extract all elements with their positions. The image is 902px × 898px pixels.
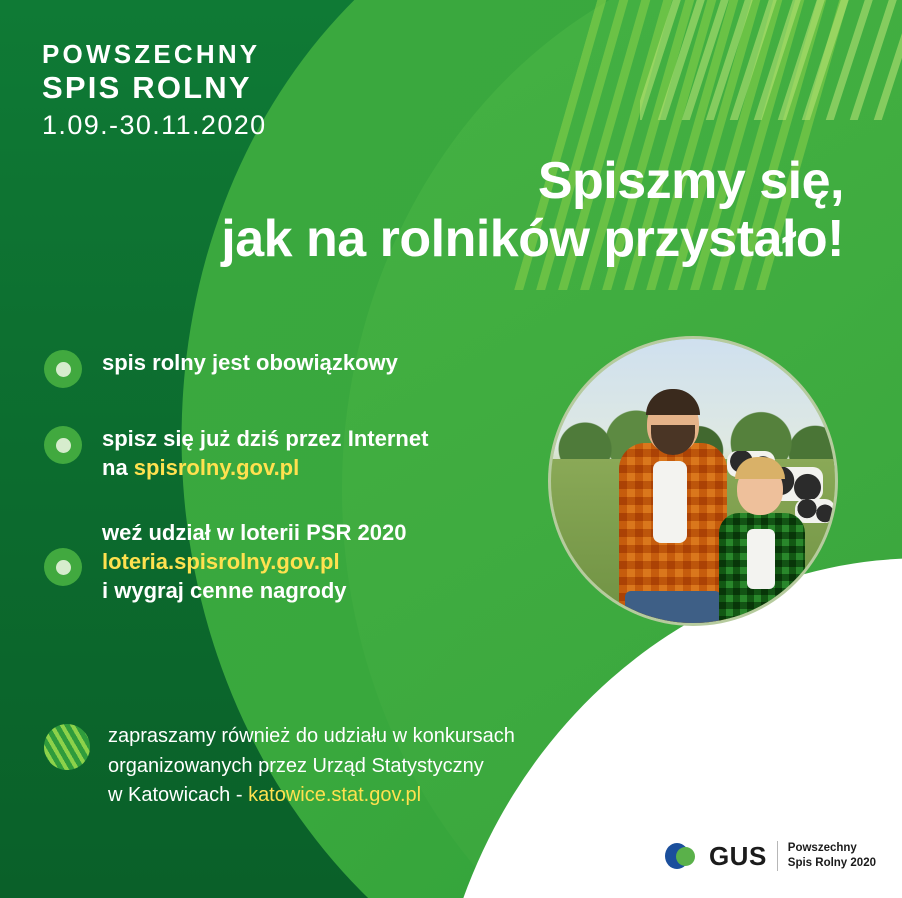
link-katowice-stat[interactable]: katowice.stat.gov.pl	[248, 784, 422, 807]
headline-line-2: jak na rolników przystało!	[221, 210, 844, 269]
logo-caption	[788, 841, 876, 872]
bullet-dot-icon	[44, 426, 82, 464]
page-title	[221, 152, 844, 268]
photo-man-tshirt	[653, 461, 687, 543]
hatched-circle-icon	[44, 724, 90, 770]
campaign-header	[42, 40, 267, 143]
list-item	[44, 424, 604, 482]
footnote-text	[108, 722, 515, 811]
gus-mark-icon	[665, 841, 699, 871]
list-item	[44, 518, 604, 605]
header-dates: 1.09.-30.11.2020	[42, 110, 267, 141]
footnote-block	[44, 722, 664, 811]
footnote-line-3	[108, 781, 515, 811]
bullet-list	[44, 348, 604, 635]
header-line-2: SPIS ROLNY	[42, 70, 252, 106]
bullet-3-line-1: weź udział w loterii PSR 2020	[102, 520, 407, 546]
bullet-2-line-1: spisz się już dziś przez Internet	[102, 426, 429, 451]
bullet-dot-icon	[44, 548, 82, 586]
bullet-2-prefix: na	[102, 455, 134, 481]
photo-boy-tshirt	[747, 529, 775, 589]
gus-logo	[665, 841, 876, 872]
link-loteria[interactable]: loteria.spisrolny.gov.pl	[102, 549, 340, 575]
gus-acronym: GUS	[708, 840, 767, 871]
decorative-top-lines	[640, 0, 902, 120]
logo-divider	[777, 841, 778, 871]
footnote-line-2: organizowanych przez Urząd Statystyczny	[108, 754, 484, 777]
photo-cow	[795, 499, 835, 523]
link-spisrolny[interactable]: spisrolny.gov.pl	[133, 455, 300, 481]
photo-man-jeans	[625, 591, 721, 626]
bullet-dot-icon	[44, 350, 82, 388]
photo-farmer-and-boy	[548, 336, 838, 626]
bullet-text-obowiazkowy	[102, 348, 398, 377]
footnote-line-1: zapraszamy również do udziału w konkursach	[108, 725, 515, 747]
header-line-1: POWSZECHNY	[42, 39, 261, 69]
logo-caption-line-2: Spis Rolny 2020	[787, 857, 876, 870]
bullet-3-line-3: i wygraj cenne nagrody	[102, 578, 347, 604]
bullet-2-line-2	[102, 453, 428, 482]
bullet-1-line-1: spis rolny jest obowiązkowy	[102, 350, 398, 375]
bullet-text-loteria	[102, 518, 406, 605]
headline-line-1: Spiszmy się,	[537, 152, 844, 210]
list-item	[44, 348, 604, 388]
bullet-text-internet	[102, 424, 428, 482]
footnote-line-3-prefix: w Katowicach -	[108, 784, 249, 807]
logo-caption-line-1: Powszechny	[787, 841, 857, 854]
